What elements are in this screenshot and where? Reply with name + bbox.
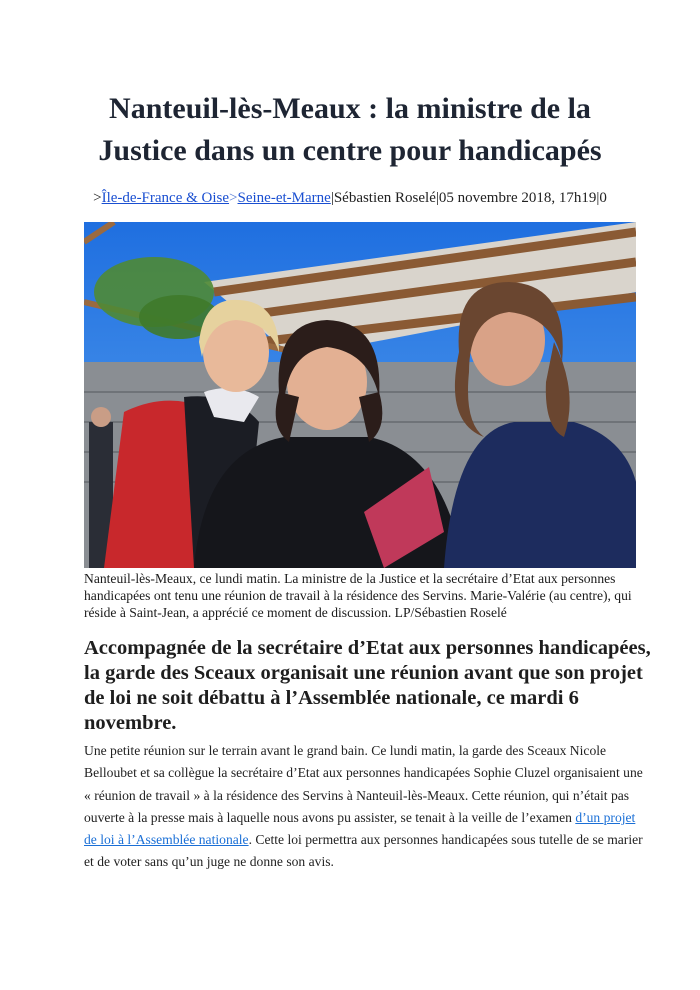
article-body (84, 740, 644, 874)
breadcrumb-seine-et-marne-link[interactable]: Seine-et-Marne (237, 190, 331, 206)
article-photo (84, 222, 636, 568)
byline-author-date: |Sébastien Roselé|05 novembre 2018, 17h19|0 (330, 190, 607, 206)
photo-illustration (84, 222, 636, 568)
article-lede: Accompagnée de la secrétaire d’Etat aux personnes handicapées, la garde des Sceaux organisait une réunion avant que son projet de loi ne soit débattu à l’Assemblée nationale, ce mardi 6 novembre. (84, 637, 651, 734)
article-title (60, 88, 640, 172)
body-text-start: Une petite réunion sur le terrain avant le grand bain. Ce lundi matin, la garde des Sceaux Nicole Belloubet et sa collègue la secrétaire d’Etat aux personnes handicapées Sophie Cluzel organisaient une « réunion de travail » à la résidence des Servins à Nanteuil-lès-Meaux. Cette réunion, qui n’était pas ouverte à la presse mais à laquelle nous avons pu assister, se tenait à la veille de l’examen (84, 743, 643, 825)
breadcrumb-ile-de-france-link[interactable]: Île-de-France & Oise (101, 190, 230, 206)
byline-prefix: > (93, 190, 102, 206)
projet-de-loi-link[interactable]: d’un projet de loi à l’Assemblée nationale (84, 809, 636, 848)
photo-caption: Nanteuil-lès-Meaux, ce lundi matin. La ministre de la Justice et la secrétaire d’Etat aux personnes handicapées ont tenu une réunion de travail à la résidence des Servins. Marie-Valérie (au centre), qui réside à Saint-Jean, a apprécié ce moment de discussion. LP/Sébastien Roselé (84, 571, 632, 620)
title-line-1: Nanteuil-lès-Meaux : la ministre de la (109, 92, 591, 125)
title-line-2: Justice dans un centre pour handicapés (98, 134, 602, 167)
body-text-end: . Cette loi permettra aux personnes handicapées sous tutelle de se marier et de voter sans qu’un juge ne donne son avis. (84, 832, 643, 870)
breadcrumb-separator: > (229, 190, 238, 206)
byline (40, 188, 660, 208)
